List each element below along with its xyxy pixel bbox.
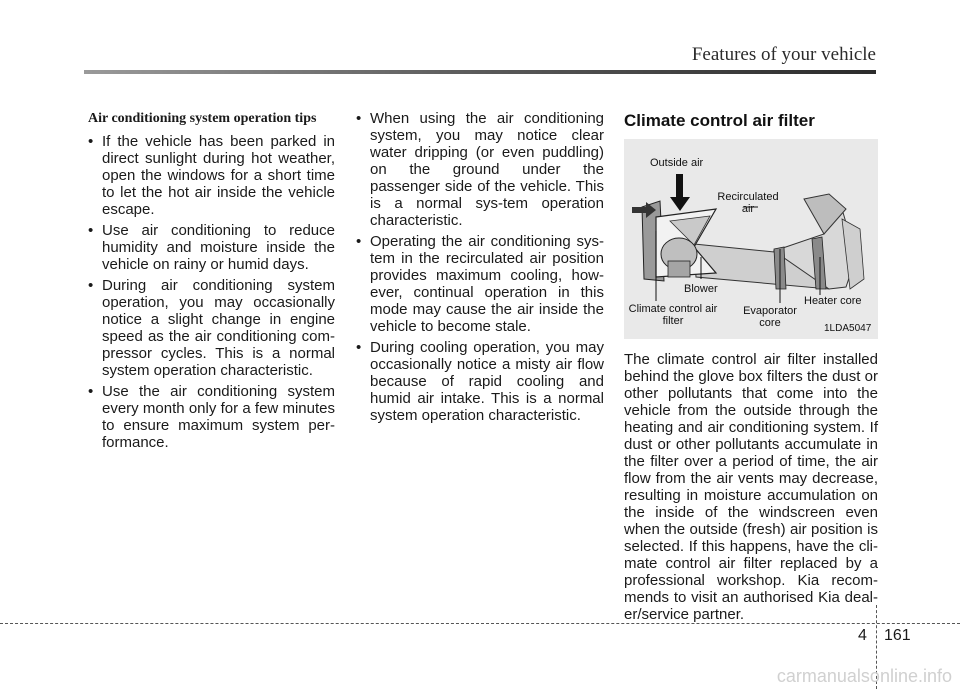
list-item: • During air conditioning system operation, you may occasionally notice a slight change in engine speed as the air conditioning com-pressor cycles. This is a normal system operation characteristic. — [88, 277, 335, 379]
recirculated-air-label: Recirculated air — [717, 191, 779, 215]
list-item: • During cooling operation, you may occasionally notice a misty air flow because of rapid cooling and humid air intake. This is a normal system operation characteristic. — [356, 339, 604, 424]
page-number: 161 — [884, 627, 911, 644]
column-3 — [624, 110, 878, 623]
section-title: Climate control air filter — [624, 111, 815, 130]
watermark: carmanualsonline.info — [776, 666, 952, 686]
footer-rule — [0, 623, 960, 624]
ac-tips-subheading: Air conditioning system operation tips — [88, 111, 317, 126]
air-filter-description: The climate control air filter installed behind the glove box filters the dust or other pollutants that come into the vehicle from the outside through the heating and air conditioning system. If dust or other pollutants accumulate in the filter over a period of time, the air flow from the air vents may decrease, resulting in moisture accumulation on the inside of the windscreen even when the outside (fresh) air position is selected. If this happens, have the cli-mate control air filter replaced by a professional workshop. Kia recom-mends to visit an authorised Kia deal-er/service partner. — [624, 351, 878, 623]
ac-notes-list — [356, 110, 604, 424]
blower-label: Blower — [684, 283, 718, 295]
list-item: • Operating the air conditioning sys-tem in the recirculated air position provides maximum cooling, how-ever, continual operation in this mode may cause the air inside the vehicle to become stale. — [356, 233, 604, 335]
list-item: • Use air conditioning to reduce humidity and moisture inside the vehicle on rainy or humid days. — [88, 222, 335, 273]
outside-air-label: Outside air — [650, 157, 704, 169]
list-item: • When using the air conditioning system, you may notice clear water dripping (or even puddling) on the ground under the passenger side of the vehicle. This is a normal sys-tem operation characteristic. — [356, 110, 604, 229]
page-header-title: Features of your vehicle — [691, 44, 876, 65]
column-1 — [88, 110, 335, 455]
figure-code: 1LDA5047 — [824, 323, 872, 334]
air-filter-diagram — [624, 139, 878, 339]
ac-tips-list — [88, 133, 335, 451]
evaporator-label: Evaporator core — [743, 305, 797, 329]
heater-core-label: Heater core — [804, 295, 862, 307]
list-item: • If the vehicle has been parked in direct sunlight during hot weather, open the windows for a short time to let the hot air inside the vehicle escape. — [88, 133, 335, 218]
column-2 — [356, 110, 604, 428]
list-item: • Use the air conditioning system every month only for a few minutes to ensure maximum system per-formance. — [88, 383, 335, 451]
chapter-number: 4 — [858, 627, 867, 644]
header-rule — [84, 70, 876, 74]
climate-filter-label: Climate control air filter — [628, 303, 718, 327]
